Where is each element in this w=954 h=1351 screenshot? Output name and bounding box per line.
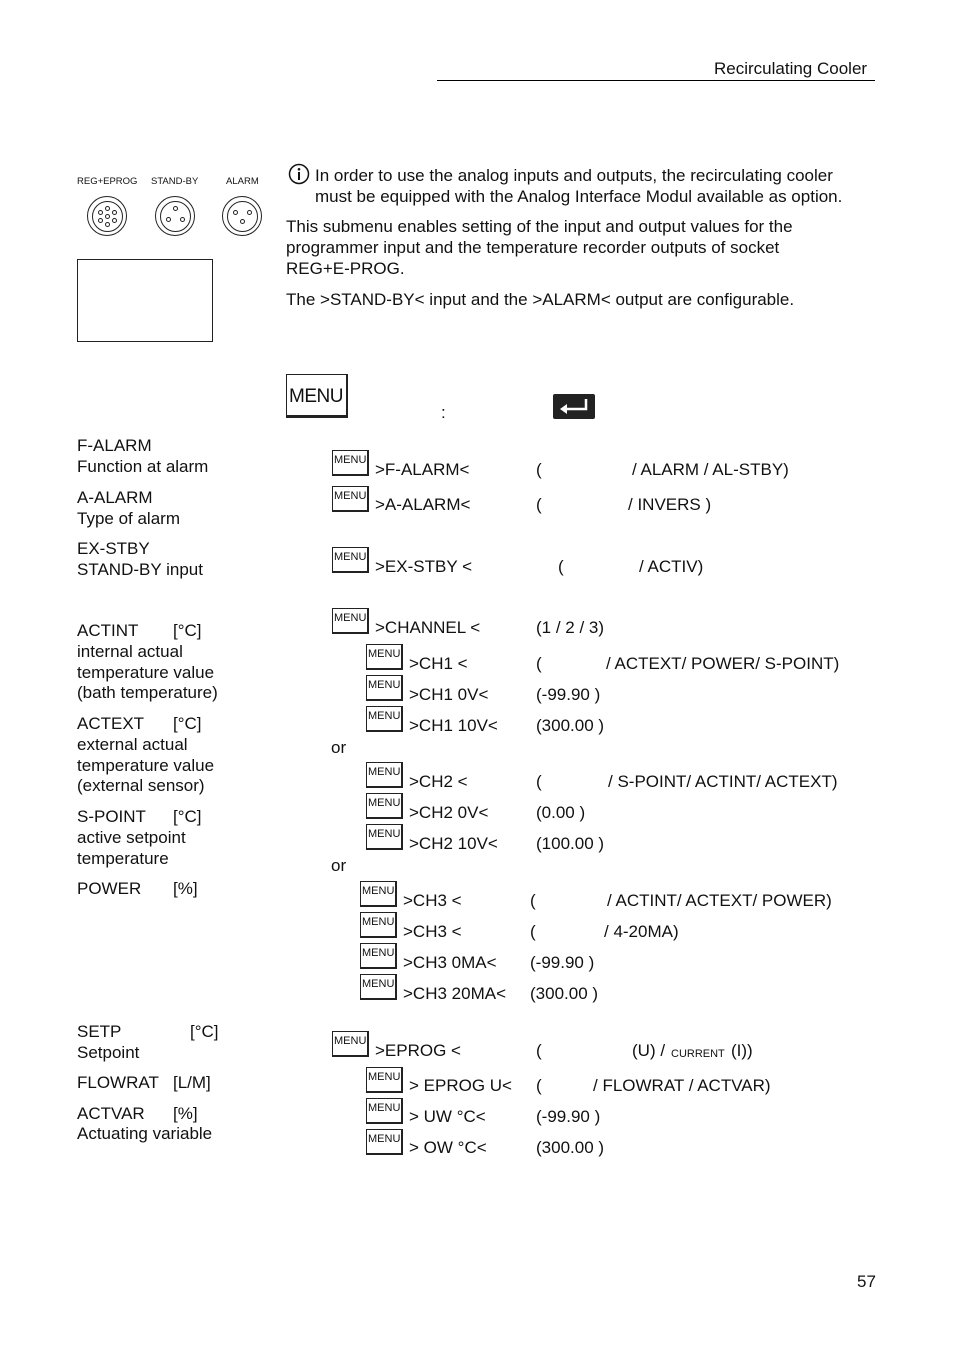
menu-channel: >CHANNEL < bbox=[375, 618, 481, 637]
unit-flowrat: [L/M] bbox=[173, 1073, 211, 1092]
menu-ex-stby-values: / ACTIV) bbox=[639, 557, 704, 576]
colon: : bbox=[441, 403, 446, 422]
unit-actvar: [%] bbox=[173, 1104, 198, 1123]
blank-figure-box bbox=[77, 259, 213, 342]
menu-key: MENU bbox=[286, 374, 348, 418]
menu-a-alarm-open: ( bbox=[536, 495, 542, 514]
menu-key-icon: MENU bbox=[366, 793, 403, 819]
menu-f-alarm: >F-ALARM< bbox=[375, 460, 470, 479]
label-s-point: S-POINT bbox=[77, 807, 146, 826]
menu-ch2-open: ( bbox=[536, 772, 542, 791]
label-setp: SETP bbox=[77, 1022, 122, 1041]
menu-key-icon: MENU bbox=[366, 824, 403, 850]
menu-f-alarm-values: / ALARM / AL-STBY) bbox=[632, 460, 789, 479]
menu-eprog-u-values: / FLOWRAT / ACTVAR) bbox=[593, 1076, 771, 1095]
din-socket-reg-eprog-icon bbox=[87, 196, 127, 236]
menu-a-alarm: >A-ALARM< bbox=[375, 495, 471, 514]
menu-key-icon: MENU bbox=[366, 1129, 403, 1155]
label-f-alarm: F-ALARM bbox=[77, 436, 152, 455]
info-note-line-2: must be equipped with the Analog Interface Modul available as option. bbox=[315, 187, 843, 206]
desc-actint-2: temperature value bbox=[77, 663, 215, 682]
desc-ex-stby: STAND-BY input bbox=[77, 560, 203, 579]
socket-label-alarm: ALARM bbox=[226, 176, 259, 187]
menu-a-alarm-values: / INVERS ) bbox=[628, 495, 712, 514]
desc-actext-3: (external sensor) bbox=[77, 776, 205, 795]
menu-ch3-mode-values: / 4-20MA) bbox=[604, 922, 679, 941]
unit-setp: [°C] bbox=[190, 1022, 219, 1041]
menu-uw-value: (-99.90 ) bbox=[536, 1107, 601, 1126]
desc-setp: Setpoint bbox=[77, 1043, 140, 1062]
menu-key-icon: MENU bbox=[360, 881, 397, 907]
unit-s-point: [°C] bbox=[173, 807, 202, 826]
desc-actint-1: internal actual bbox=[77, 642, 183, 661]
desc-s-point-2: temperature bbox=[77, 849, 169, 868]
menu-ch2-values: / S-POINT/ ACTINT/ ACTEXT) bbox=[608, 772, 838, 791]
menu-key-icon: MENU bbox=[332, 608, 369, 634]
menu-ch2-0v-value: (0.00 ) bbox=[536, 803, 586, 822]
menu-eprog-current-label: CURRENT bbox=[671, 1048, 725, 1060]
menu-ch1-values: / ACTEXT/ POWER/ S-POINT) bbox=[606, 654, 840, 673]
intro-line-3: REG+E-PROG. bbox=[286, 259, 405, 278]
menu-ch3-open: ( bbox=[530, 891, 536, 910]
menu-uw: > UW °C< bbox=[409, 1107, 486, 1126]
menu-ch1-0v: >CH1 0V< bbox=[409, 685, 489, 704]
page-number: 57 bbox=[857, 1272, 876, 1291]
label-actvar: ACTVAR bbox=[77, 1104, 145, 1123]
menu-channel-values: (1 / 2 / 3) bbox=[536, 618, 605, 637]
enter-key-icon bbox=[553, 394, 595, 419]
intro-line-1: This submenu enables setting of the input and output values for the bbox=[286, 217, 793, 236]
menu-ow-value: (300.00 ) bbox=[536, 1138, 605, 1157]
label-power: POWER bbox=[77, 879, 142, 898]
label-flowrat: FLOWRAT bbox=[77, 1073, 159, 1092]
din-socket-alarm-icon bbox=[222, 196, 262, 236]
intro-line-4: The >STAND-BY< input and the >ALARM< output are configurable. bbox=[286, 290, 795, 309]
menu-key-icon: MENU bbox=[360, 912, 397, 938]
socket-label-stand-by: STAND-BY bbox=[151, 176, 199, 187]
running-header: Recirculating Cooler bbox=[714, 59, 868, 78]
menu-ch3-values: / ACTINT/ ACTEXT/ POWER) bbox=[607, 891, 832, 910]
menu-ch2-0v: >CH2 0V< bbox=[409, 803, 489, 822]
label-a-alarm: A-ALARM bbox=[77, 488, 153, 507]
or-separator: or bbox=[331, 738, 347, 757]
menu-ch3-20ma-value: (300.00 ) bbox=[530, 984, 599, 1003]
menu-ch1: >CH1 < bbox=[409, 654, 468, 673]
desc-actext-1: external actual bbox=[77, 735, 188, 754]
menu-ch1-open: ( bbox=[536, 654, 542, 673]
menu-eprog-u: > EPROG U< bbox=[409, 1076, 512, 1095]
desc-f-alarm: Function at alarm bbox=[77, 457, 209, 476]
unit-power: [%] bbox=[173, 879, 198, 898]
label-actint: ACTINT bbox=[77, 621, 139, 640]
menu-eprog-u-open: ( bbox=[536, 1076, 542, 1095]
unit-actint: [°C] bbox=[173, 621, 202, 640]
unit-actext: [°C] bbox=[173, 714, 202, 733]
label-actext: ACTEXT bbox=[77, 714, 145, 733]
menu-key-icon: MENU bbox=[332, 486, 369, 512]
menu-ch2-10v-value: (100.00 ) bbox=[536, 834, 605, 853]
desc-s-point-1: active setpoint bbox=[77, 828, 186, 847]
menu-ch1-10v-value: (300.00 ) bbox=[536, 716, 605, 735]
menu-ch3-0ma: >CH3 0MA< bbox=[403, 953, 497, 972]
menu-key-icon: MENU bbox=[360, 974, 397, 1000]
menu-ch2: >CH2 < bbox=[409, 772, 468, 791]
menu-eprog: >EPROG < bbox=[375, 1041, 461, 1060]
menu-ch2-10v: >CH2 10V< bbox=[409, 834, 498, 853]
menu-ch3-20ma: >CH3 20MA< bbox=[403, 984, 506, 1003]
menu-ow: > OW °C< bbox=[409, 1138, 487, 1157]
menu-ch1-0v-value: (-99.90 ) bbox=[536, 685, 601, 704]
info-icon bbox=[288, 163, 310, 185]
socket-label-reg-eprog: REG+EPROG bbox=[77, 176, 138, 187]
menu-key-icon: MENU bbox=[366, 1067, 403, 1093]
menu-ch3-mode-open: ( bbox=[530, 922, 536, 941]
menu-ch3-0ma-value: (-99.90 ) bbox=[530, 953, 595, 972]
menu-key-icon: MENU bbox=[332, 547, 369, 573]
menu-f-alarm-open: ( bbox=[536, 460, 542, 479]
intro-line-2: programmer input and the temperature recorder outputs of socket bbox=[286, 238, 780, 257]
menu-key-icon: MENU bbox=[366, 1098, 403, 1124]
menu-ch1-10v: >CH1 10V< bbox=[409, 716, 498, 735]
header-rule bbox=[437, 80, 875, 81]
menu-key-icon: MENU bbox=[366, 644, 403, 670]
menu-eprog-voltage: (U) / bbox=[632, 1041, 666, 1060]
desc-actext-2: temperature value bbox=[77, 756, 215, 775]
menu-ex-stby-open: ( bbox=[558, 557, 564, 576]
or-separator: or bbox=[331, 856, 347, 875]
desc-actint-3: (bath temperature) bbox=[77, 683, 218, 702]
menu-key-icon: MENU bbox=[332, 1031, 369, 1057]
menu-ex-stby: >EX-STBY < bbox=[375, 557, 473, 576]
desc-actvar: Actuating variable bbox=[77, 1124, 213, 1143]
label-ex-stby: EX-STBY bbox=[77, 539, 150, 558]
menu-ch3-mode: >CH3 < bbox=[403, 922, 462, 941]
info-note-line-1: In order to use the analog inputs and outputs, the recirculating cooler bbox=[315, 166, 833, 185]
menu-key-icon: MENU bbox=[366, 675, 403, 701]
menu-key-icon: MENU bbox=[332, 450, 369, 476]
menu-key-icon: MENU bbox=[366, 762, 403, 788]
menu-ch3: >CH3 < bbox=[403, 891, 462, 910]
menu-key-icon: MENU bbox=[366, 706, 403, 732]
desc-a-alarm: Type of alarm bbox=[77, 509, 180, 528]
menu-eprog-open: ( bbox=[536, 1041, 542, 1060]
menu-eprog-current: (I)) bbox=[731, 1041, 753, 1060]
menu-key-icon: MENU bbox=[360, 943, 397, 969]
din-socket-stand-by-icon bbox=[155, 196, 195, 236]
